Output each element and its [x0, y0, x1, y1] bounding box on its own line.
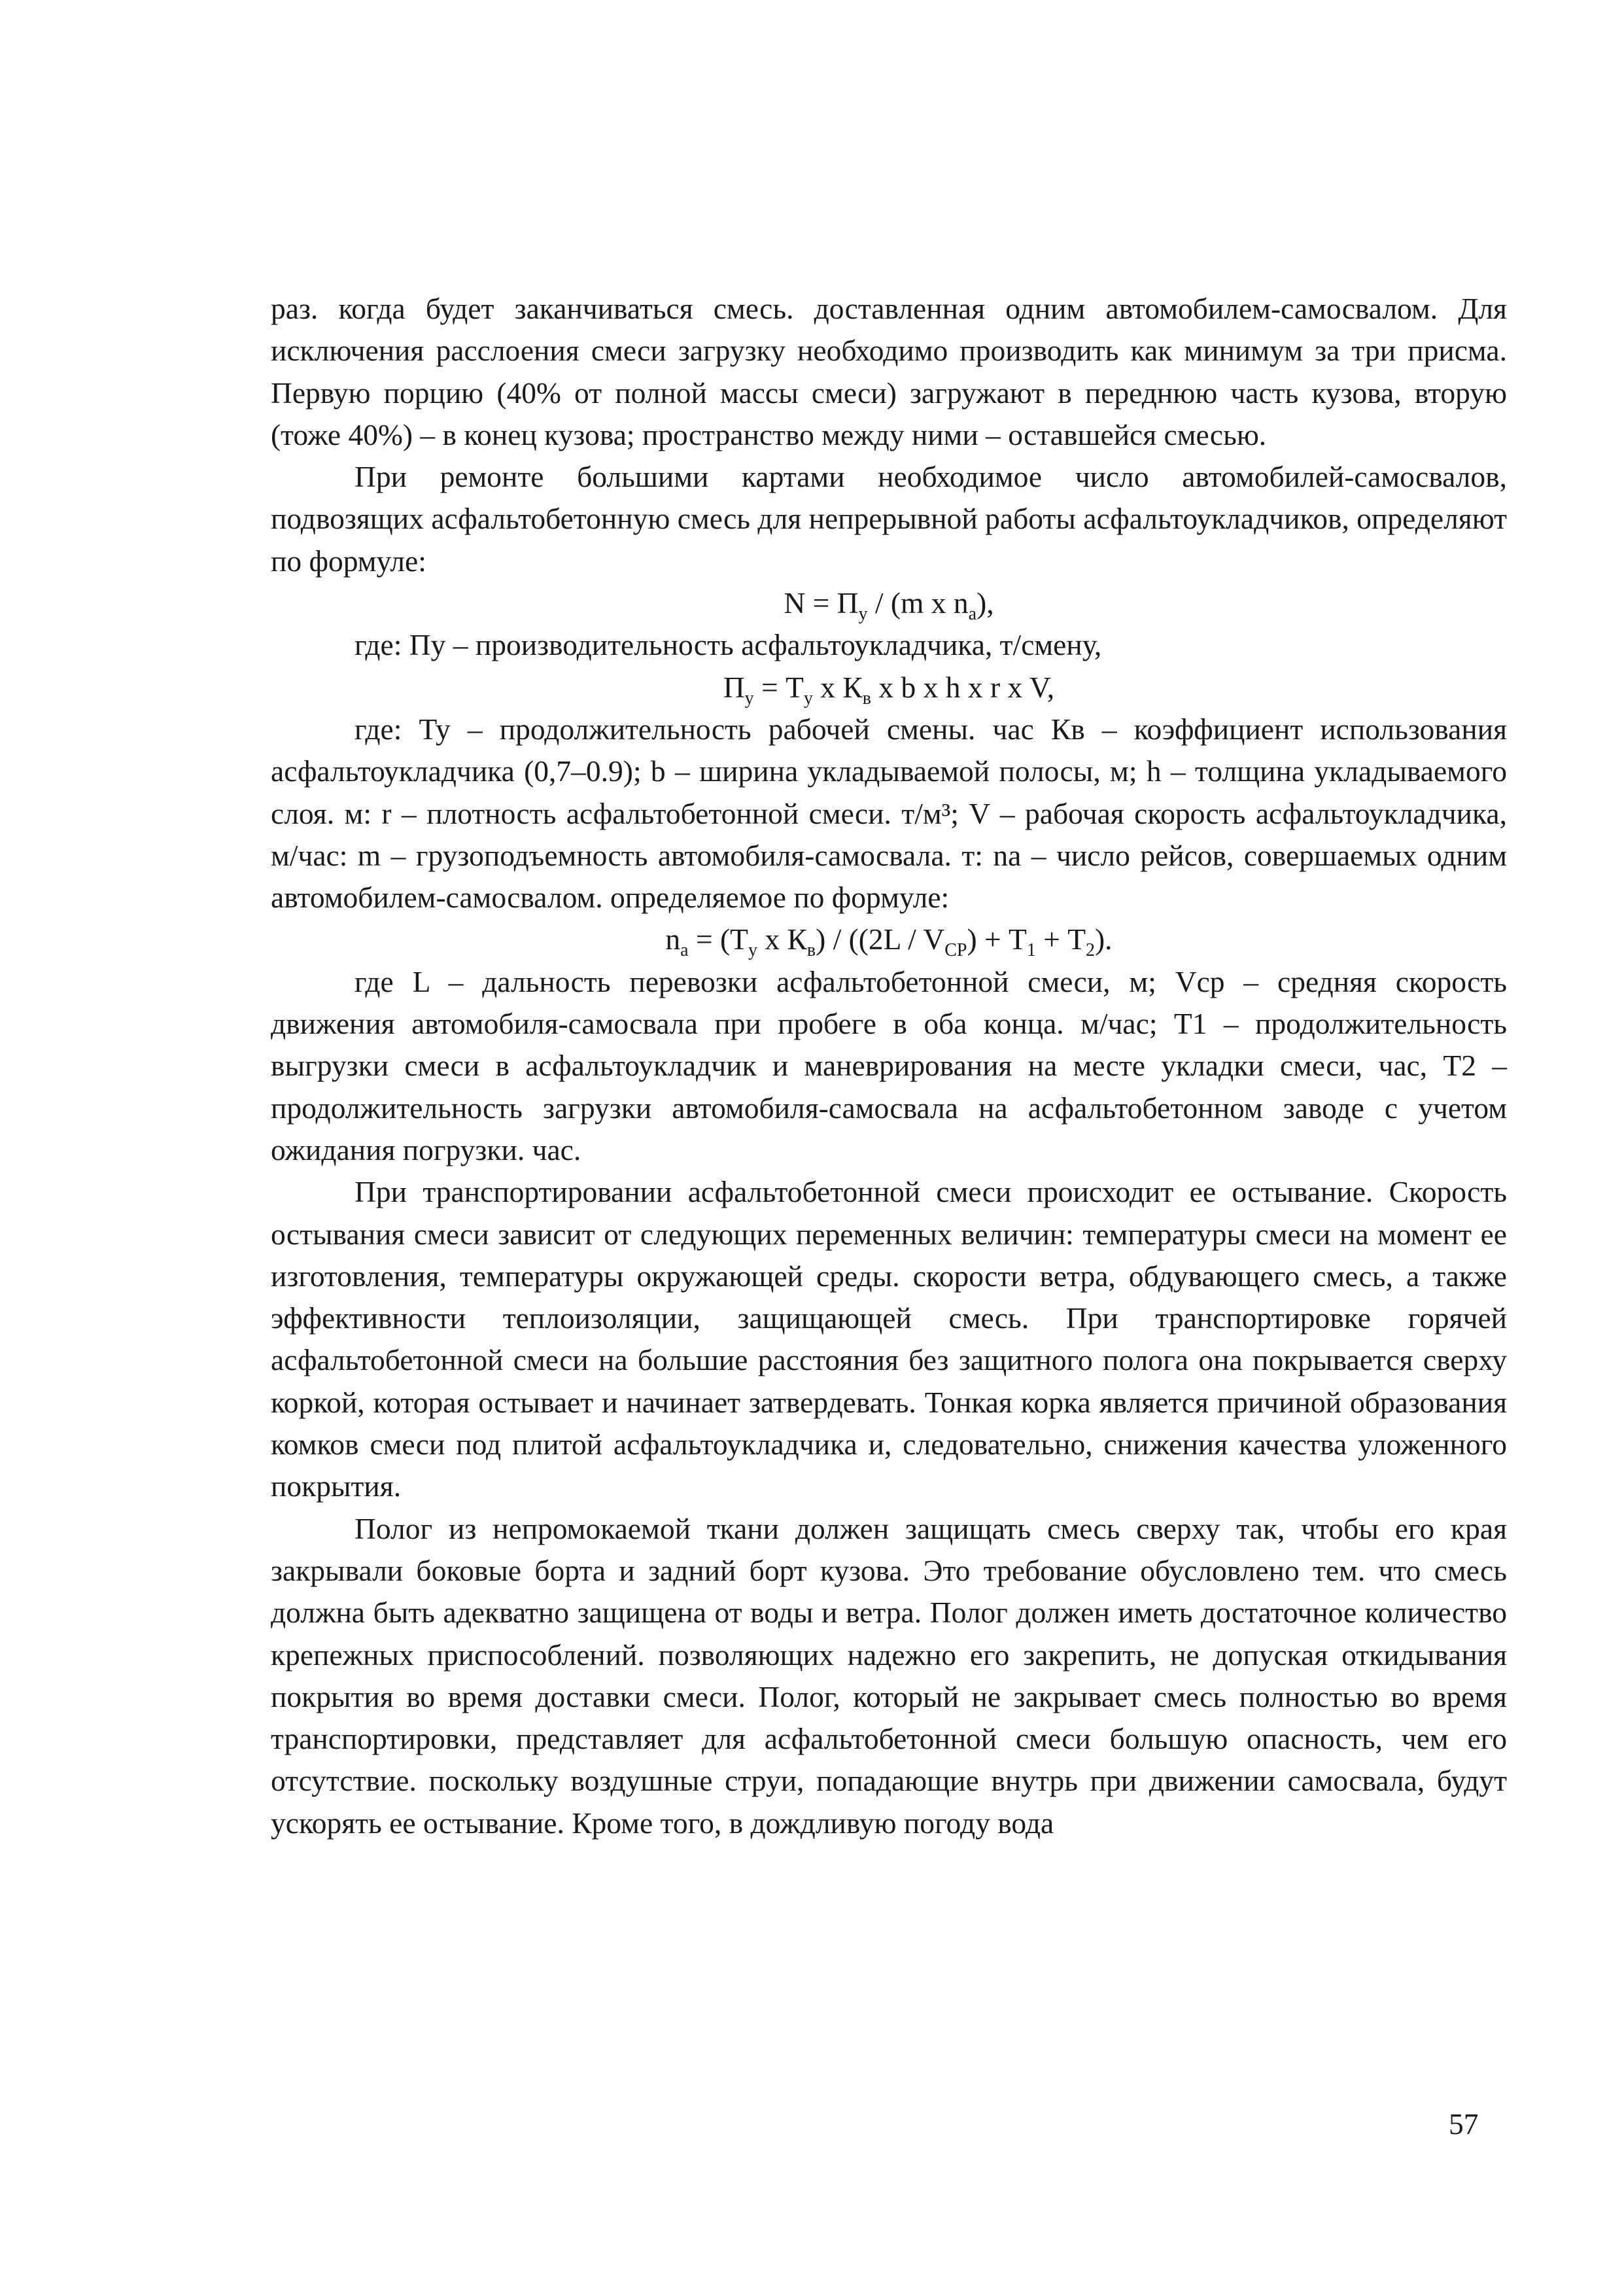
page-number: 57 — [1449, 2107, 1479, 2141]
formula-part: ), — [976, 586, 994, 620]
formula-subscript: СР — [944, 940, 967, 961]
formula-subscript: 2 — [1086, 940, 1096, 961]
paragraph-5: где L – дальность перевозки асфальтобетонной смеси, м; Vср – средняя скорость движения автомобиля-самосвала при пробеге в оба конца. м/час; Т1 – продолжительность выгрузки смеси в асфальтоукладчик и маневрирования на месте укладки смеси, час, Т2 – продолжительность загрузки автомобиля-самосвала на асфальтобетонном заводе с учетом ожидания погрузки. час. — [271, 964, 1507, 1166]
paragraph-4: где: Ту – продолжительность рабочей смены. час Кв – коэффициент использования асфальтоукладчика (0,7–0.9); b – ширина укладываемой полосы, м; h – толщина укладываемого слоя. м: r – плотность асфальтобетонной смеси. т/м³; V – рабочая скорость асфальтоукладчика, м/час: m – грузоподъемность автомобиля-самосвала. т: nа – число рейсов, совершаемых одним автомобилем-самосвалом. определяемое по формуле: — [271, 712, 1507, 915]
formula-subscript: у — [858, 604, 868, 625]
paragraph-2: При ремонте большими картами необходимое число автомобилей-самосвалов, подвозящих асфальтобетонную смесь для непрерывной работы асфальтоукладчиков, определяют по формуле: — [271, 460, 1507, 578]
formula-part: + Т — [1035, 922, 1086, 956]
document-page — [271, 288, 1507, 1844]
formula-subscript: а — [968, 604, 977, 625]
paragraph-7: Полог из непромокаемой ткани должен защищать смесь сверху так, чтобы его края закрывали боковые борта и задний борт кузова. Это требование обусловлено тем. что смесь должна быть адекватно защищена от воды и ветра. Полог должен иметь достаточное количество крепежных приспособлений. позволяющих надежно его закрепить, не допуская откидывания покрытия во время доставки смеси. Полог, который не закрывает смесь полностью во время транспортировки, представляет для асфальтобетонной смеси большую опасность, чем его отсутствие. поскольку воздушные струи, попадающие внутрь при движении самосвала, будут ускорять ее остывание. Кроме того, в дождливую погоду вода — [271, 1511, 1507, 1840]
formula-part: ) / ((2L / V — [816, 922, 945, 956]
formula-part: N = П — [784, 586, 859, 620]
formula-trips — [271, 919, 1507, 960]
formula-subscript: а — [680, 940, 689, 961]
formula-subscript: 1 — [1026, 940, 1036, 961]
formula-subscript: у — [803, 688, 813, 709]
formula-part: n — [665, 922, 681, 956]
formula-part: = (Т — [688, 922, 748, 956]
formula-part: / (m x n — [867, 586, 969, 620]
formula-part: ) + Т — [967, 922, 1027, 956]
formula-subscript: в — [862, 688, 871, 709]
formula-part: x b x h x r x V, — [871, 670, 1055, 704]
formula-part: П — [723, 670, 745, 704]
paragraph-6: При транспортировании асфальтобетонной смеси происходит ее остывание. Скорость остывания смеси зависит от следующих переменных величин: температуры смеси на момент ее изготовления, температуры окружающей среды. скорости ветра, обдувающего смесь, а также эффективности теплоизоляции, защищающей смесь. При транспортировке горячей асфальтобетонной смеси на большие расстояния без защитного полога она покрывается сверху коркой, которая остывает и начинает затвердевать. Тонкая корка является причиной образования комков смеси под плитой асфальтоукладчика и, следовательно, снижения качества уложенного покрытия. — [271, 1175, 1507, 1503]
formula-trucks-count — [271, 582, 1507, 624]
formula-part: ). — [1095, 922, 1113, 956]
formula-subscript: у — [748, 940, 757, 961]
formula-part: x К — [812, 670, 863, 704]
formula-part: x К — [757, 922, 807, 956]
formula-productivity — [271, 667, 1507, 709]
formula-subscript: в — [806, 940, 816, 961]
paragraph-1: раз. когда будет заканчиваться смесь. доставленная одним автомобилем-самосвалом. Для исключения расслоения смеси загрузку необходимо производить как минимум за три присма. Первую порцию (40% от полной массы смеси) загружают в переднюю часть кузова, вторую (тоже 40%) – в конец кузова; пространство между ними – оставшейся смесью. — [271, 292, 1507, 451]
formula-subscript: у — [744, 688, 754, 709]
formula-part: = Т — [753, 670, 804, 704]
paragraph-3: где: Пу – производительность асфальтоукладчика, т/смену, — [354, 628, 1102, 662]
